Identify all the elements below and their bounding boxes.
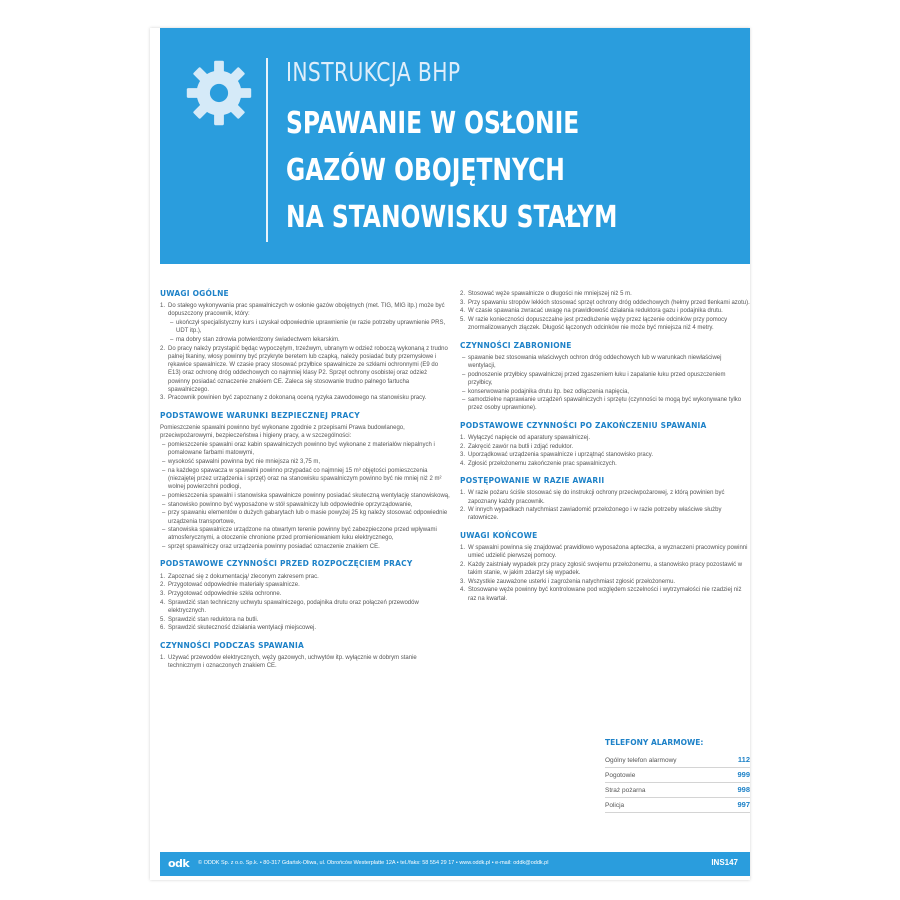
- list-item: 4. Stosowane węże powinny być kontrolowane pod względem szczelności i wytrzymałości nie rzadziej niż raz na kwartał.: [460, 587, 742, 602]
- list-item: – pomieszczenia spawalni i stanowiska spawalnicze powinny posiadać skuteczną wentylację stanowiskową,: [162, 492, 450, 499]
- emergency-phones-box: [605, 738, 750, 813]
- list-item: 2. Każdy zaistniały wypadek przy pracy zgłosić swojemu przełożonemu, a stanowisko pracy pozostawić w takim stanie, w jakim zdarzył się wypadek.: [460, 561, 743, 576]
- section-before-work: [160, 560, 450, 632]
- list-item: 1. Wyłączyć napięcie od aparatury spawalniczej.: [460, 434, 591, 441]
- section-general-remarks: [160, 290, 450, 403]
- document-title: [286, 100, 617, 241]
- list-item: 2. Do pracy należy przystąpić będąc wypoczętym, trzeźwym, ubranym w odzież roboczą wykonaną z trudno palnej tkaniny, włosy powinny być przykryte beretem lub czapką, należy posiadać buty przemysłowe i rękawice spawalnicze. W czasie pracy stosować przyłbice spawalnicze ze szkłami ochronnymi (E9 do E13) oraz ochronę dróg oddechowych co najmniej klasy P2. Sprzęt ochrony osobistej oraz odzież powinny posiadać oznaczenie znakiem CE. Zaleca się stosowanie trudno palnego fartucha spawalniczego.: [160, 345, 448, 393]
- list-item: – stanowisko powinno być wyposażone w stół spawalniczy lub odpowiednie oprzyrządowanie,: [162, 501, 413, 508]
- list-item: – stanowiska spawalnicze urządzone na otwartym terenie powinny być zabezpieczone przed wpływami atmosferycznymi, a otoczenie chronione przed promieniowaniem łuku elektrycznego,: [162, 527, 437, 542]
- section-heading: PODSTAWOWE WARUNKI BEZPIECZNEJ PRACY: [160, 410, 360, 420]
- footer-bar: [160, 852, 750, 876]
- list-item: – pomieszczenie spawalni oraz kabin spawalniczych powinno być wykonane z materiałów niepalnych i pomalowane farbami matowymi,: [162, 442, 435, 457]
- phones-heading: TELEFONY ALARMOWE:: [605, 738, 704, 747]
- list-item: – przy spawaniu elementów o dużych gabarytach lub o masie powyżej 25 kg należy stosować odpowiednie urządzenia transportowe,: [162, 510, 448, 525]
- list-item: 3. Przygotować odpowiednie szkła ochronne.: [160, 591, 282, 597]
- section-heading: UWAGI OGÓLNE: [160, 289, 229, 298]
- list-item: – podnoszenie przyłbicy spawalniczej przed zgaszeniem łuku i zapalanie łuku przed opuszczeniem przyłbicy,: [462, 371, 726, 386]
- section-intro: Pomieszczenie spawalni powinno być wykonane zgodnie z przepisami Prawa budowlanego, przeciwpożarowymi, bezpieczeństwa i higieny pracy, a w szczególności:: [160, 424, 405, 440]
- section-heading: CZYNNOŚCI PODCZAS SPAWANIA: [160, 640, 304, 650]
- list-item: – konserwowanie podajnika drutu itp. bez odłączenia napięcia,: [462, 388, 630, 395]
- phone-row: Straż pożarna 998: [605, 783, 750, 798]
- list-item: 3. Przy spawaniu stropów lekkich stosować sprzęt ochrony dróg oddechowych (hełmy przed tlenkami azotu).: [460, 299, 750, 306]
- list-item: 3. Uporządkować urządzenia spawalnicze i uprzątnąć stanowisko pracy.: [460, 452, 653, 459]
- section-emergency-procedure: [460, 477, 750, 523]
- gear-icon: [184, 58, 254, 128]
- footer-contact-text: © ODDK Sp. z o.o. Sp.k. • 80-317 Gdańsk-Oliwa, ul. Obrońców Westerplatte 12A • tel./faks: 58 554 29 17 • www.oddk.pl • e-mail: oddk@oddk.pl: [198, 860, 549, 866]
- left-column: [160, 290, 450, 679]
- phone-row: Pogotowie 999: [605, 768, 750, 783]
- list-item: 1. Używać przewodów elektrycznych, węży gazowych, uchwytów itp. wyłącznie w dobrym stanie technicznym i oznaczonych znakiem CE.: [160, 654, 417, 669]
- section-safe-work-conditions: [160, 412, 450, 552]
- list-item: 1. W razie pożaru ściśle stosować się do instrukcji ochrony przeciwpożarowej, z którą powinien być zapoznany każdy pracownik.: [460, 490, 725, 505]
- section-forbidden-actions: [460, 342, 750, 413]
- list-item: – samodzielne naprawianie urządzeń spawalniczych i sprzętu (czynności te mogą być wykonywane tylko przez osoby uprawnione).: [462, 397, 742, 412]
- list-item: 4. Sprawdzić stan techniczny uchwytu spawalniczego, podajnika drutu oraz połączeń przewodów elektrycznych.: [160, 599, 419, 614]
- phone-row: Ogólny telefon alarmowy 112: [605, 753, 750, 768]
- section-heading: PODSTAWOWE CZYNNOŚCI PO ZAKOŃCZENIU SPAWANIA: [460, 420, 707, 430]
- right-column: [460, 290, 750, 612]
- list-item: – ma dobry stan zdrowia potwierdzony świadectwem lekarskim.: [170, 337, 340, 344]
- section-heading: CZYNNOŚCI ZABRONIONE: [460, 340, 572, 350]
- list-item: – ukończył specjalistyczny kurs i uzyskał odpowiednie uprawnienie (w razie potrzeby uprawnienie PRS, UDT itp.),: [170, 320, 446, 335]
- list-item: 1. Do stałego wykonywania prac spawalniczych w osłonie gazów obojętnych (met. TIG, MIG itp.) może być dopuszczony pracownik, który:: [160, 303, 445, 318]
- section-heading: POSTĘPOWANIE W RAZIE AWARII: [460, 476, 605, 486]
- section-during-welding: [160, 642, 450, 671]
- document-kicker: INSTRUKCJA BHP: [286, 58, 461, 88]
- section-heading: PODSTAWOWE CZYNNOŚCI PRZED ROZPOCZĘCIEM PRACY: [160, 559, 413, 569]
- section-during-welding-continued: [460, 290, 750, 333]
- publisher-logo: odk: [168, 857, 190, 870]
- list-item: 5. Sprawdzić stan reduktora na butli.: [160, 616, 259, 623]
- list-item: 4. Zgłosić przełożonemu zakończenie prac spawalniczych.: [460, 460, 617, 467]
- section-final-remarks: [460, 532, 750, 603]
- list-item: 1. Zapoznać się z dokumentacją/ zleconym zakresem prac.: [160, 573, 319, 580]
- list-item: 2. Stosować węże spawalnicze o długości nie mniejszej niż 5 m.: [460, 291, 632, 297]
- list-item: 2. Przygotować odpowiednie materiały spawalnicze.: [160, 582, 300, 589]
- list-item: – na każdego spawacza w spawalni powinno przypadać co najmniej 15 m³ objętości pomieszczenia (niezajętej przez urządzenia i sprzęt) oraz na stanowisku spawalniczym powinno być nie mniej niż 2 m² wolnej powierzchni podłogi,: [162, 467, 442, 491]
- list-item: 2. Zakręcić zawór na butli i zdjąć reduktor.: [460, 443, 574, 450]
- list-item: – sprzęt spawalniczy oraz urządzenia powinny posiadać oznaczenie znakiem CE.: [162, 544, 380, 551]
- list-item: 6. Sprawdzić skuteczność działania wentylacji miejscowej.: [160, 625, 317, 632]
- title-line: GAZÓW OBOJĘTNYCH: [286, 153, 565, 188]
- header-divider: [266, 58, 268, 242]
- document-code: INS147: [711, 858, 738, 867]
- list-item: 3. Pracownik powinien być zapoznany z dokonaną oceną ryzyka zawodowego na stanowisku pracy.: [160, 395, 427, 402]
- title-line: SPAWANIE W OSŁONIE: [286, 106, 580, 141]
- list-item: 1. W spawalni powinna się znajdować prawidłowo wyposażona apteczka, a wyznaczeni pracownicy powinni umieć udzielić pierwszej pomocy.: [460, 544, 748, 560]
- list-item: 2. W innych wypadkach natychmiast zawiadomić przełożonego i w razie potrzeby właściwe służby ratownicze.: [460, 507, 722, 522]
- list-item: 4. W czasie spawania zwracać uwagę na prawidłowość działania reduktora gazu i podajnika drutu.: [460, 308, 723, 315]
- list-item: – wysokość spawalni powinna być nie mniejsza niż 3,75 m,: [162, 459, 321, 466]
- section-heading: UWAGI KOŃCOWE: [460, 530, 538, 540]
- list-item: – spawanie bez stosowania właściwych ochron dróg oddechowych lub w warunkach niewłaściwej wentylacji,: [462, 354, 722, 369]
- list-item: 3. Wszystkie zauważone usterki i zagrożenia natychmiast zgłosić przełożonemu.: [460, 578, 676, 585]
- phone-row: Policja 997: [605, 798, 750, 813]
- list-item: 5. W razie konieczności dopuszczalne jest przedłużenie węży przez łączenie odcinków przy pomocy znormalizowanych złączek. Długość łączonych odcinków nie może być mniejsza niż 4 metry.: [460, 317, 728, 332]
- section-after-welding: [460, 422, 750, 469]
- title-line: NA STANOWISKU STAŁYM: [286, 200, 618, 235]
